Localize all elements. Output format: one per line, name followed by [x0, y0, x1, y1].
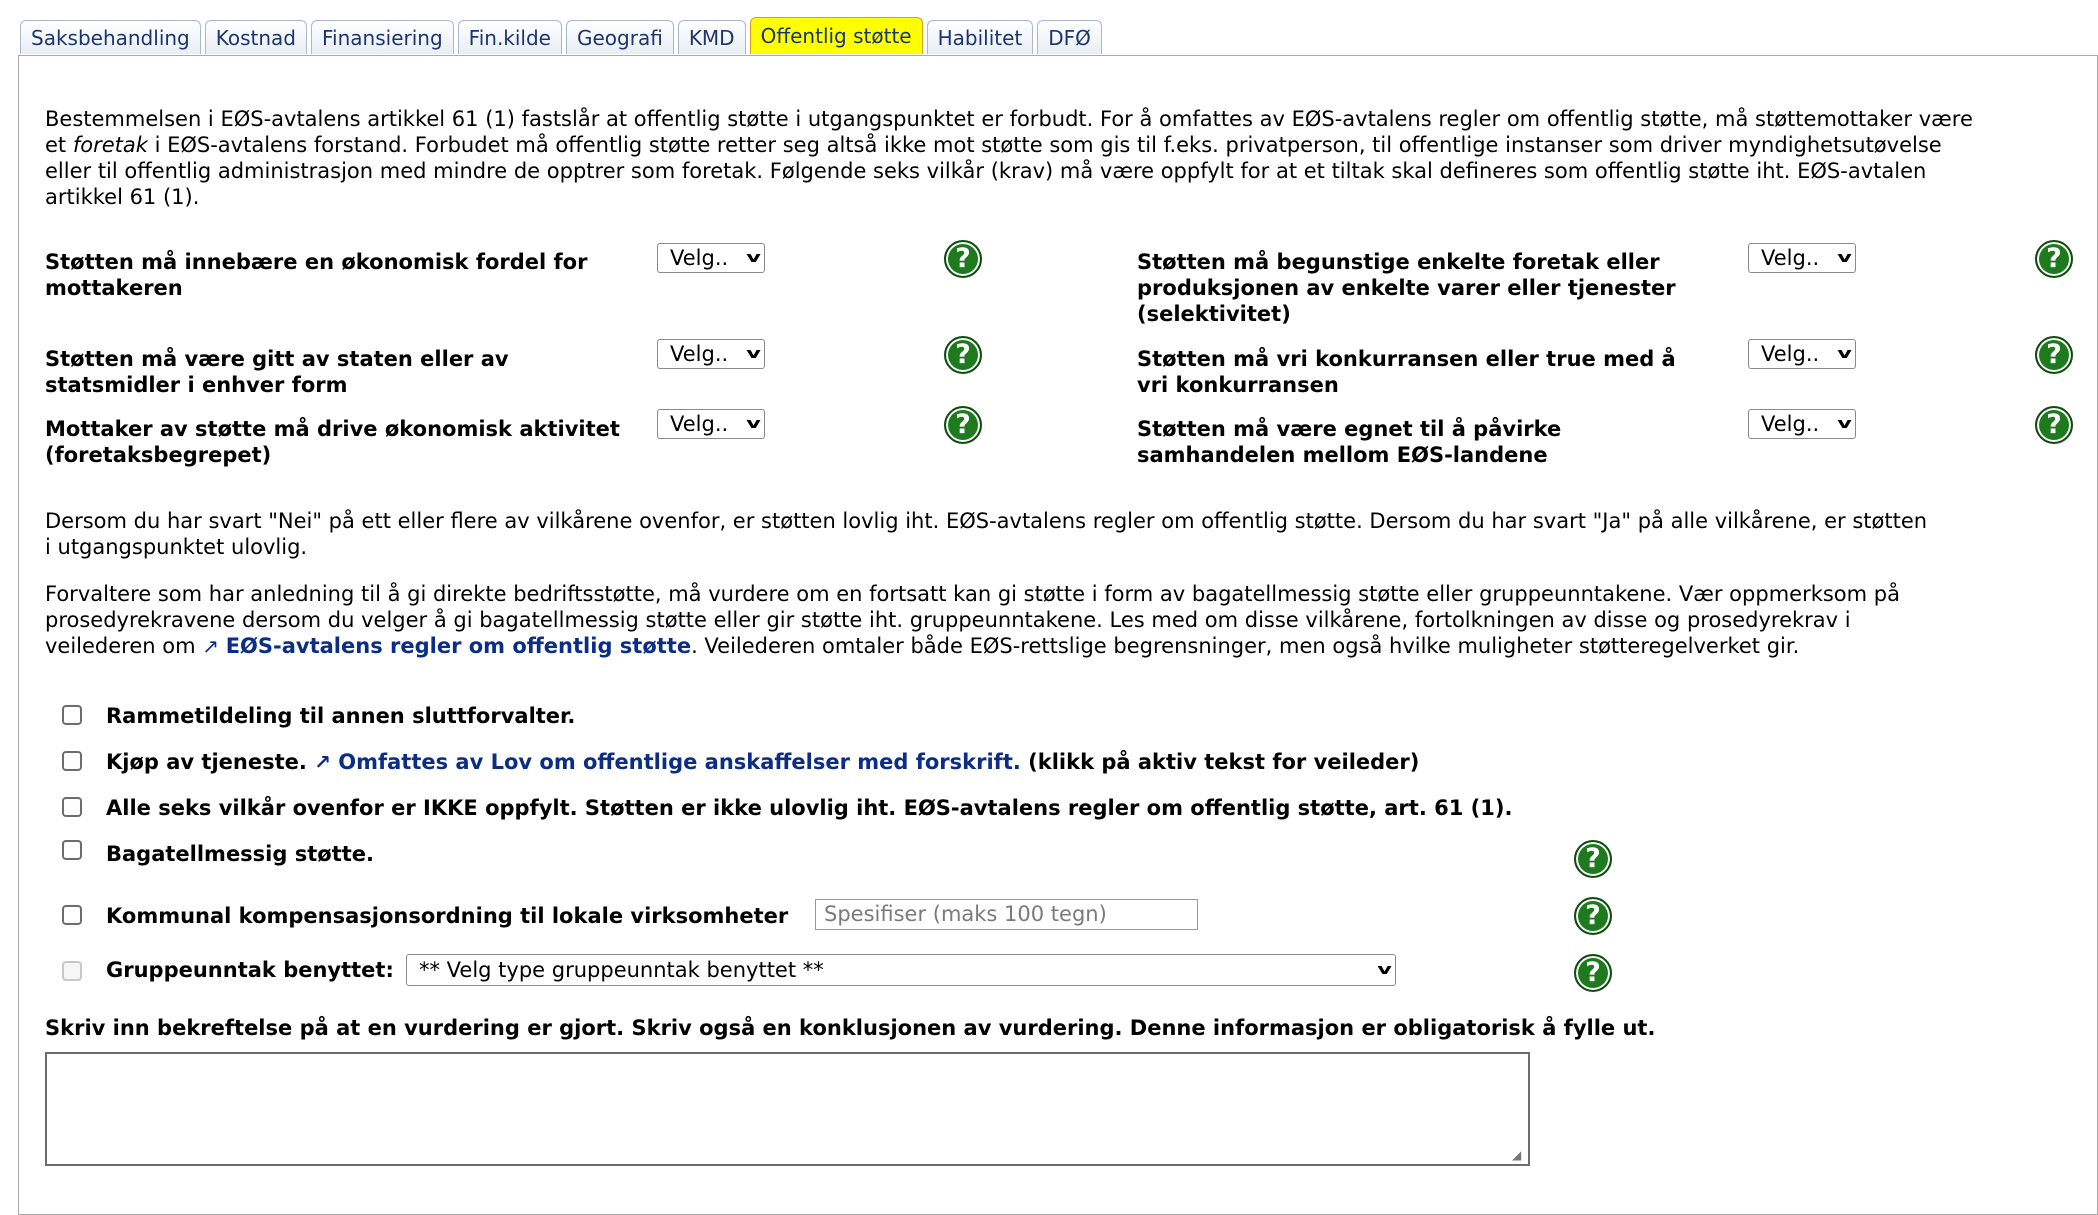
resize-grip-icon[interactable]: ◢ [1512, 1148, 1522, 1162]
rammetildeling-checkbox[interactable] [62, 705, 82, 725]
tab-saksbehandling[interactable]: Saksbehandling [20, 20, 201, 54]
eos-guide-link[interactable]: EØS-avtalens regler om offentlig støtte [225, 634, 692, 658]
chevron-down-icon: v [1837, 346, 1852, 362]
criterion-economic-advantage-select[interactable]: Velg.. v [657, 243, 765, 273]
intro-line-4: artikkel 61 (1). [45, 185, 200, 209]
help-icon[interactable]: ? [944, 336, 982, 374]
tab-kmd[interactable]: KMD [678, 20, 746, 54]
anskaffelser-link[interactable]: Omfattes av Lov om offentlige anskaffelser med forskrift. [338, 750, 1021, 774]
tab-fin-kilde[interactable]: Fin.kilde [458, 20, 562, 54]
tab-dfo[interactable]: DFØ [1037, 20, 1102, 54]
chevron-down-icon: v [746, 250, 761, 266]
gruppeunntak-label: Gruppeunntak benyttet: [106, 958, 394, 982]
criterion-competition-label: Støtten må vri konkurransen eller true med å vri konkurransen [1137, 347, 1676, 397]
guidance-line-3: veilederen om ↗ EØS-avtalens regler om offentlig støtte. Veilederen omtaler både EØS-rettslige begrensninger, men også hvilke muligheter støtteregelverket gir. [45, 634, 1800, 658]
chevron-down-icon: v [746, 416, 761, 432]
external-link-icon: ↗ [314, 750, 331, 774]
criterion-economic-advantage-label: Støtten må innebære en økonomisk fordel for mottakeren [45, 250, 588, 300]
criterion-trade-label: Støtten må være egnet til å påvirke samhandelen mellom EØS-landene [1137, 417, 1562, 467]
help-icon[interactable]: ? [1574, 840, 1612, 878]
help-icon[interactable]: ? [1574, 954, 1612, 992]
info-line-1: Dersom du har svart "Nei" på ett eller flere av vilkårene ovenfor, er støtten lovlig iht. EØS-avtalens regler om offentlig støtte. Dersom du har svart "Ja" på alle vilkårene, er støtten [45, 509, 1928, 533]
tab-finansiering[interactable]: Finansiering [311, 20, 454, 54]
help-icon[interactable]: ? [944, 406, 982, 444]
criterion-state-resources-select[interactable]: Velg.. v [657, 339, 765, 369]
gruppeunntak-select[interactable]: ** Velg type gruppeunntak benyttet ** v [406, 954, 1396, 986]
guidance-line-1: Forvaltere som har anledning til å gi direkte bedriftsstøtte, må vurdere om en fortsatt kan gi støtte i form av bagatellmessig støtte eller gruppeunntakene. Vær oppmerksom på [45, 582, 1900, 606]
chevron-down-icon: v [1837, 250, 1852, 266]
kjop-av-tjeneste-label: Kjøp av tjeneste. ↗ Omfattes av Lov om offentlige anskaffelser med forskrift. (klikk på aktiv tekst for veileder) [106, 750, 1420, 774]
criterion-selectivity-label: Støtten må begunstige enkelte foretak eller produksjonen av enkelte varer eller tjenester (selektivitet) [1137, 250, 1676, 326]
vilkar-ikke-oppfylt-label: Alle seks vilkår ovenfor er IKKE oppfylt. Støtten er ikke ulovlig iht. EØS-avtalens regler om offentlig støtte, art. 61 (1). [106, 796, 1513, 820]
chevron-down-icon: v [1377, 962, 1392, 978]
help-icon[interactable]: ? [944, 240, 982, 278]
tab-habilitet[interactable]: Habilitet [927, 20, 1034, 54]
confirmation-textarea[interactable] [45, 1052, 1530, 1166]
kompensasjonsordning-checkbox[interactable] [62, 905, 82, 925]
criterion-competition-select[interactable]: Velg.. v [1748, 339, 1856, 369]
bagatellmessig-label: Bagatellmessig støtte. [106, 842, 374, 866]
criterion-economic-activity-select[interactable]: Velg.. v [657, 409, 765, 439]
vilkar-ikke-oppfylt-checkbox[interactable] [62, 797, 82, 817]
help-icon[interactable]: ? [2035, 406, 2073, 444]
help-icon[interactable]: ? [1574, 897, 1612, 935]
guidance-line-2: prosedyrekravene dersom du velger å gi bagatellmessig støtte eller gir støtte iht. gruppeunntakene. Les med om disse vilkårene, fortolkningen av disse og prosedyrekrav i [45, 608, 1851, 632]
info-line-2: i utgangspunktet ulovlig. [45, 535, 308, 559]
intro-line-2: et foretak i EØS-avtalens forstand. Forbudet må offentlig støtte retter seg altså ikke mot støtte som gis til f.eks. privatperson, til offentlige instanser som driver myndighetsutøvelse [45, 133, 1942, 157]
rammetildeling-label: Rammetildeling til annen sluttforvalter. [106, 704, 576, 728]
kompensasjonsordning-label: Kommunal kompensasjonsordning til lokale virksomheter [106, 904, 789, 928]
tab-kostnad[interactable]: Kostnad [205, 20, 307, 54]
kjop-av-tjeneste-checkbox[interactable] [62, 751, 82, 771]
intro-emphasis: foretak [72, 133, 148, 157]
external-link-icon: ↗ [202, 634, 220, 658]
chevron-down-icon: v [1837, 416, 1852, 432]
intro-line-3: eller til offentlig administrasjon med mindre de opptrer som foretak. Følgende seks vilkår (krav) må være oppfylt for at et tiltak skal defineres som offentlig støtte iht. EØS-avtalen [45, 159, 1927, 183]
tab-geografi[interactable]: Geografi [566, 20, 674, 54]
chevron-down-icon: v [746, 346, 761, 362]
gruppeunntak-checkbox[interactable] [62, 961, 82, 981]
intro-line-1: Bestemmelsen i EØS-avtalens artikkel 61 (1) fastslår at offentlig støtte i utgangspunktet er forbudt. For å omfattes av EØS-avtalens regler om offentlig støtte, må støttemottaker være [45, 107, 1973, 131]
help-icon[interactable]: ? [2035, 336, 2073, 374]
criterion-economic-activity-label: Mottaker av støtte må drive økonomisk aktivitet (foretaksbegrepet) [45, 417, 620, 467]
spesifiser-input[interactable]: Spesifiser (maks 100 tegn) [815, 899, 1198, 930]
criterion-selectivity-select[interactable]: Velg.. v [1748, 243, 1856, 273]
bagatellmessig-checkbox[interactable] [62, 840, 82, 860]
confirmation-label: Skriv inn bekreftelse på at en vurdering er gjort. Skriv også en konklusjonen av vurdering. Denne informasjon er obligatorisk å fylle ut. [45, 1016, 1656, 1040]
tab-offentlig-stotte[interactable]: Offentlig støtte [750, 17, 923, 54]
criterion-trade-select[interactable]: Velg.. v [1748, 409, 1856, 439]
help-icon[interactable]: ? [2035, 240, 2073, 278]
tab-bar [20, 20, 1106, 56]
criterion-state-resources-label: Støtten må være gitt av staten eller av statsmidler i enhver form [45, 347, 509, 397]
